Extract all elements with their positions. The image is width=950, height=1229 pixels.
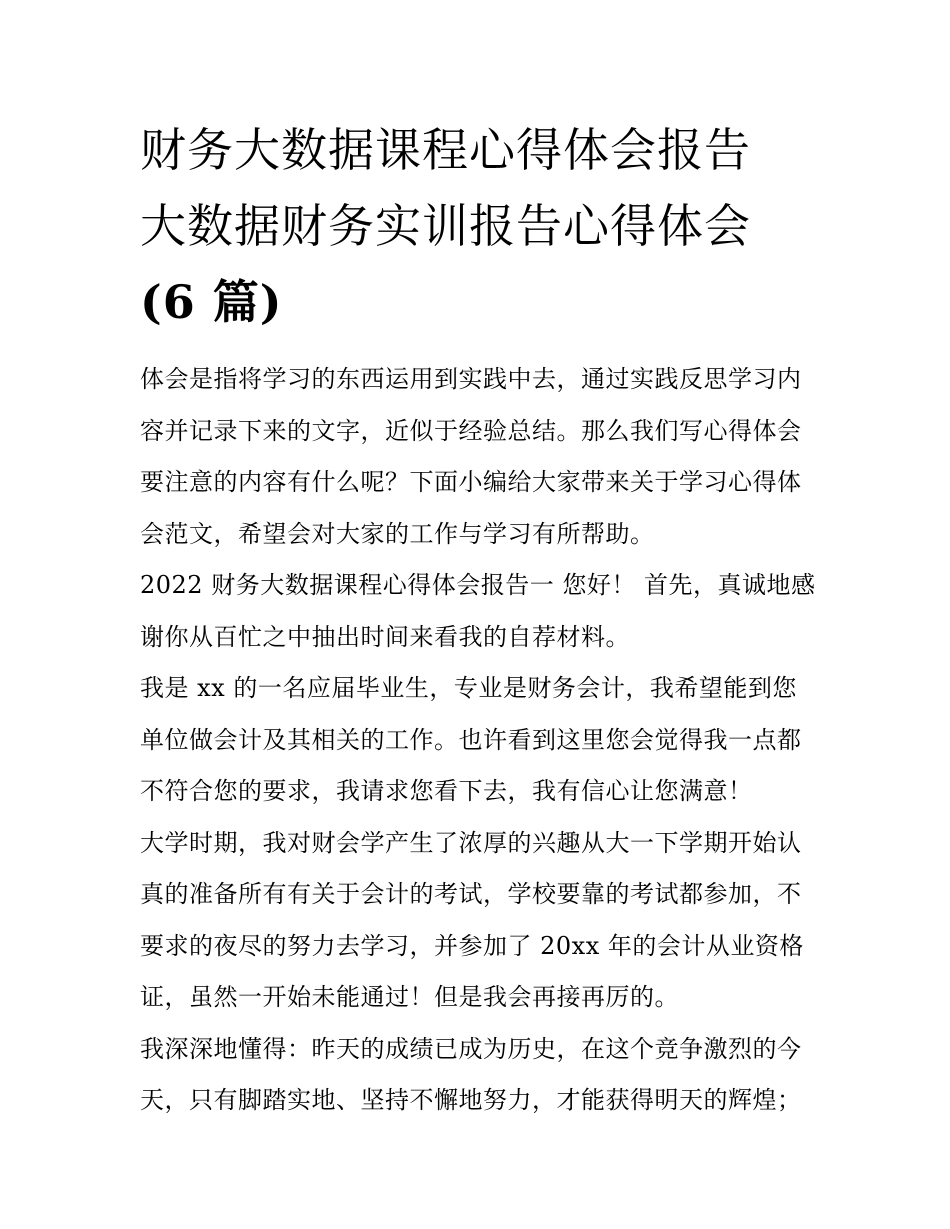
- document-title: [140, 112, 820, 340]
- title-line-3: (6 篇): [140, 275, 283, 329]
- self-introduction-paragraph: 我是 xx 的一名应届毕业生，专业是财务会计，我希望能到您单位做会计及其相关的工作。也许看到这里您会觉得我一点都不符合您的要求，我请求您看下去，我有信心让您满意！: [140, 674, 802, 805]
- greeting-paragraph: 2022 财务大数据课程心得体会报告一 您好！ 首先，真诚地感谢你从百忙之中抽出时间来看我的自荐材料。: [140, 571, 816, 651]
- intro-paragraph: 体会是指将学习的东西运用到实践中去，通过实践反思学习内容并记录下来的文字，近似于经验总结。那么我们写心得体会要注意的内容有什么呢？下面小编给大家带来关于学习心得体会范文，希望会对大家的工作与学习有所帮助。: [140, 365, 802, 548]
- university-paragraph: 大学时期，我对财会学产生了浓厚的兴趣从大一下学期开始认真的准备所有有关于会计的考试，学校要靠的考试都参加，不要求的夜尽的努力去学习，并参加了 20xx 年的会计从业资格证，虽然一开始未能通过！但是我会再接再厉的。: [140, 828, 804, 1011]
- title-line-1: 财务大数据课程心得体会报告: [140, 123, 751, 177]
- motivation-paragraph: 我深深地懂得：昨天的成绩已成为历史，在这个竞争激烈的今天，只有脚踏实地、坚持不懈地努力，才能获得明天的辉煌；: [140, 1034, 802, 1114]
- title-line-2: 大数据财务实训报告心得体会: [140, 199, 751, 253]
